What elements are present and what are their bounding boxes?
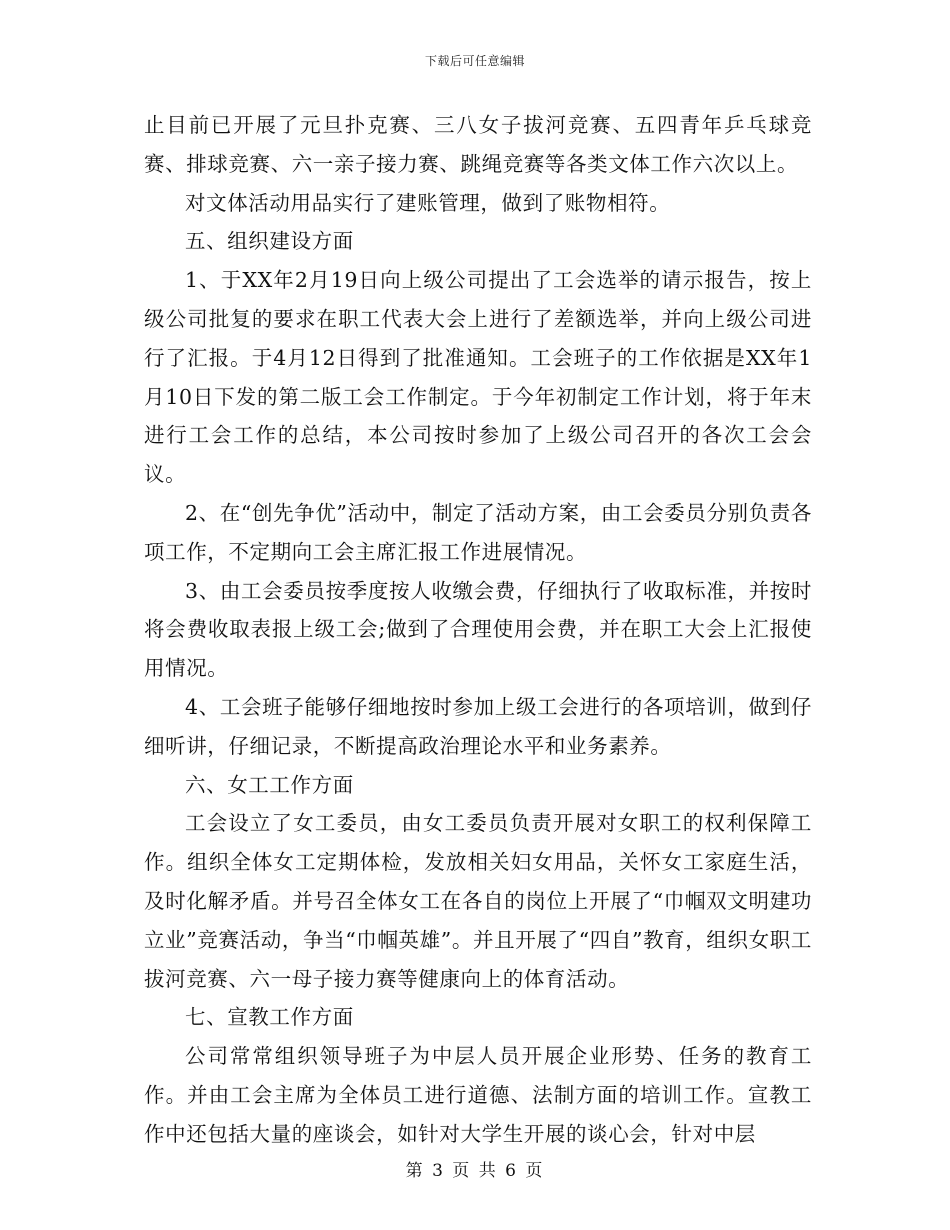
paragraph: 公司常常组织领导班子为中层人员开展企业形势、任务的教育工作。并由工会主席为全体员工进行道德、法制方面的培训工作。宣教工作中还包括大量的座谈会，如针对大学生开展的谈心会，针对中层 <box>144 1044 812 1146</box>
section-heading: 七、宣教工作方面 <box>185 1005 354 1030</box>
paragraph: 3、由工会委员按季度按人收缴会费，仔细执行了收取标准，并按时将会费收取表报上级工会;做到了合理使用会费，并在职工大会上汇报使用情况。 <box>144 578 812 681</box>
section-heading: 五、组织建设方面 <box>185 229 354 254</box>
page-number: 第 3 页 共 6 页 <box>405 1161 545 1181</box>
paragraph: 止目前已开展了元旦扑克赛、三八女子拔河竞赛、五四青年乒乓球竞赛、排球竞赛、六一亲子接力赛、跳绳竞赛等各类文体工作六次以上。 <box>144 113 812 176</box>
paragraph: 1、于XX年2月19日向上级公司提出了工会选举的请示报告，按上级公司批复的要求在职工代表大会上进行了差额选举，并向上级公司进行了汇报。于4月12日得到了批准通知。工会班子的工作依据是XX年1月10日下发的第二版工会工作制定。于今年初制定工作计划，将于年末进行工会工作的总结，本公司按时参加了上级公司召开的各次工会会议。 <box>144 268 812 487</box>
paragraph: 4、工会班子能够仔细地按时参加上级工会进行的各项培训，做到仔细听讲，仔细记录，不断提高政治理论水平和业务素养。 <box>144 694 812 758</box>
section-heading: 六、女工工作方面 <box>185 772 354 797</box>
page-header: 下载后可任意编辑 <box>424 54 525 68</box>
paragraph: 2、在“创先争优”活动中，制定了活动方案，由工会委员分别负责各项工作，不定期向工会主席汇报工作进展情况。 <box>144 500 812 564</box>
paragraph: 对文体活动用品实行了建账管理，做到了账物相符。 <box>185 190 671 215</box>
document-body <box>144 106 812 1154</box>
paragraph: 工会设立了女工委员，由女工委员负责开展对女职工的权利保障工作。组织全体女工定期体检，发放相关妇女用品，关怀女工家庭生活，及时化解矛盾。并号召全体女工在各自的岗位上开展了“巾帼双文明建功立业”竞赛活动，争当“巾帼英雄”。并且开展了“四自”教育，组织女职工拔河竞赛、六一母子接力赛等健康向上的体育活动。 <box>144 811 812 991</box>
